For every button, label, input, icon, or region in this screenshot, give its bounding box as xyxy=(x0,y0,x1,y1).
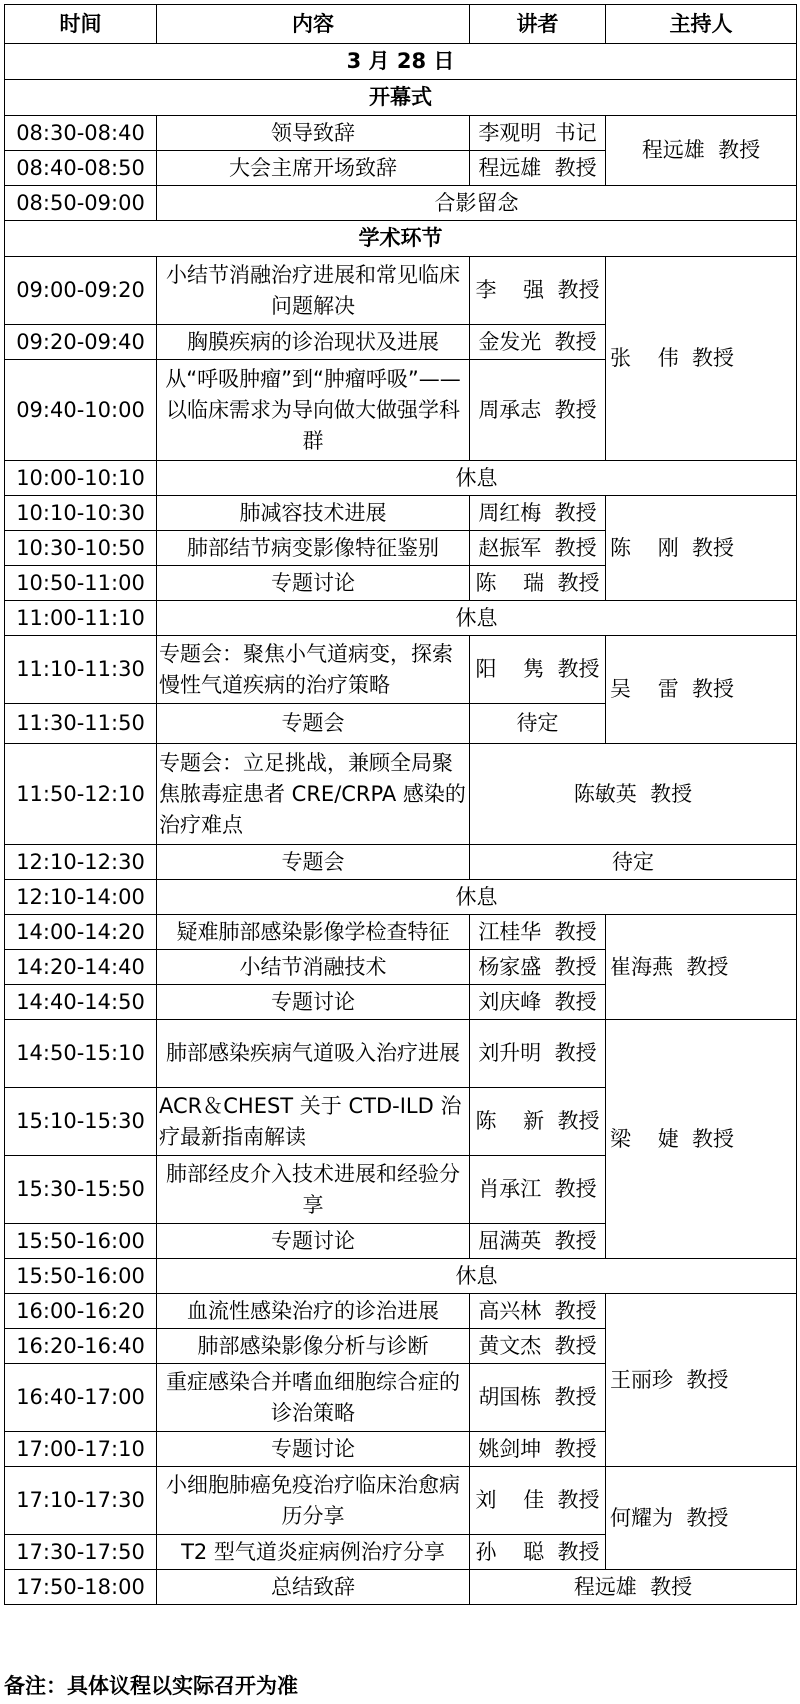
host-cell: 崔海燕 教授 xyxy=(606,915,797,1020)
content-cell: 小细胞肺癌免疫治疗临床治愈病历分享 xyxy=(157,1467,470,1535)
host-cell: 梁 婕 教授 xyxy=(606,1020,797,1259)
speaker-cell: 李观明 书记 xyxy=(470,116,606,151)
content-cell: 血流性感染治疗的诊治进展 xyxy=(157,1294,470,1329)
host-cell: 吴 雷 教授 xyxy=(606,636,797,744)
table-row xyxy=(5,461,797,496)
speaker-cell: 周红梅 教授 xyxy=(470,496,606,531)
speaker-cell: 杨家盛 教授 xyxy=(470,950,606,985)
table-row xyxy=(5,1294,797,1329)
content-cell: 休息 xyxy=(157,601,797,636)
speaker-cell: 待定 xyxy=(470,704,606,744)
content-cell: 合影留念 xyxy=(157,186,797,221)
speaker-cell: 待定 xyxy=(470,845,797,880)
speaker-cell: 刘 佳 教授 xyxy=(470,1467,606,1535)
speaker-cell: 屈满英 教授 xyxy=(470,1224,606,1259)
time-cell: 12:10-12:30 xyxy=(5,845,157,880)
time-cell: 11:10-11:30 xyxy=(5,636,157,704)
time-cell: 14:20-14:40 xyxy=(5,950,157,985)
speaker-cell: 胡国栋 教授 xyxy=(470,1364,606,1432)
content-cell: 专题会 xyxy=(157,704,470,744)
content-cell: 总结致辞 xyxy=(157,1570,470,1605)
time-cell: 08:40-08:50 xyxy=(5,151,157,186)
time-cell: 12:10-14:00 xyxy=(5,880,157,915)
content-cell: 专题讨论 xyxy=(157,1432,470,1467)
time-cell: 17:50-18:00 xyxy=(5,1570,157,1605)
header-time: 时间 xyxy=(5,5,157,44)
date-label: 3 月 28 日 xyxy=(5,44,797,80)
table-row xyxy=(5,496,797,531)
content-cell: 疑难肺部感染影像学检查特征 xyxy=(157,915,470,950)
host-cell: 程远雄 教授 xyxy=(606,116,797,186)
host-cell: 陈 刚 教授 xyxy=(606,496,797,601)
speaker-cell: 程远雄 教授 xyxy=(470,151,606,186)
content-cell: 小结节消融治疗进展和常见临床问题解决 xyxy=(157,257,470,325)
speaker-cell: 高兴林 教授 xyxy=(470,1294,606,1329)
table-row xyxy=(5,1467,797,1535)
host-cell: 王丽珍 教授 xyxy=(606,1294,797,1467)
time-cell: 15:30-15:50 xyxy=(5,1156,157,1224)
table-row xyxy=(5,1570,797,1605)
time-cell: 11:00-11:10 xyxy=(5,601,157,636)
time-cell: 17:00-17:10 xyxy=(5,1432,157,1467)
content-cell: 肺部感染疾病气道吸入治疗进展 xyxy=(157,1020,470,1088)
speaker-cell: 金发光 教授 xyxy=(470,325,606,360)
content-cell: 大会主席开场致辞 xyxy=(157,151,470,186)
speaker-cell: 刘升明 教授 xyxy=(470,1020,606,1088)
time-cell: 15:50-16:00 xyxy=(5,1259,157,1294)
time-cell: 10:00-10:10 xyxy=(5,461,157,496)
time-cell: 08:30-08:40 xyxy=(5,116,157,151)
footnote: 备注：具体议程以实际召开为准 xyxy=(4,1674,298,1698)
host-cell: 何耀为 教授 xyxy=(606,1467,797,1570)
speaker-cell: 刘庆峰 教授 xyxy=(470,985,606,1020)
content-cell: 小结节消融技术 xyxy=(157,950,470,985)
section-opening: 开幕式 xyxy=(5,80,797,116)
content-cell: 肺部结节病变影像特征鉴别 xyxy=(157,531,470,566)
speaker-cell: 周承志 教授 xyxy=(470,360,606,461)
content-cell: 专题讨论 xyxy=(157,566,470,601)
time-cell: 14:00-14:20 xyxy=(5,915,157,950)
table-row xyxy=(5,744,797,845)
time-cell: 15:50-16:00 xyxy=(5,1224,157,1259)
speaker-cell: 陈 瑞 教授 xyxy=(470,566,606,601)
content-cell: 领导致辞 xyxy=(157,116,470,151)
content-cell: 专题讨论 xyxy=(157,985,470,1020)
speaker-cell: 李 强 教授 xyxy=(470,257,606,325)
table-row xyxy=(5,116,797,151)
time-cell: 11:30-11:50 xyxy=(5,704,157,744)
content-cell: 胸膜疾病的诊治现状及进展 xyxy=(157,325,470,360)
table-row xyxy=(5,257,797,325)
table-row xyxy=(5,186,797,221)
time-cell: 09:20-09:40 xyxy=(5,325,157,360)
time-cell: 15:10-15:30 xyxy=(5,1088,157,1156)
time-cell: 08:50-09:00 xyxy=(5,186,157,221)
speaker-cell: 赵振军 教授 xyxy=(470,531,606,566)
time-cell: 11:50-12:10 xyxy=(5,744,157,845)
speaker-cell: 肖承江 教授 xyxy=(470,1156,606,1224)
speaker-cell: 江桂华 教授 xyxy=(470,915,606,950)
content-cell: 休息 xyxy=(157,880,797,915)
table-row xyxy=(5,1259,797,1294)
content-cell: 重症感染合并嗜血细胞综合症的诊治策略 xyxy=(157,1364,470,1432)
section-row xyxy=(5,80,797,116)
time-cell: 10:30-10:50 xyxy=(5,531,157,566)
table-row xyxy=(5,915,797,950)
content-cell: 肺减容技术进展 xyxy=(157,496,470,531)
content-cell: ACR＆CHEST 关于 CTD-ILD 治疗最新指南解读 xyxy=(157,1088,470,1156)
header-speaker: 讲者 xyxy=(470,5,606,44)
speaker-cell: 孙 聪 教授 xyxy=(470,1535,606,1570)
content-cell: 肺部经皮介入技术进展和经验分享 xyxy=(157,1156,470,1224)
time-cell: 17:30-17:50 xyxy=(5,1535,157,1570)
table-row xyxy=(5,880,797,915)
table-row xyxy=(5,636,797,704)
speaker-cell: 陈敏英 教授 xyxy=(470,744,797,845)
header-host: 主持人 xyxy=(606,5,797,44)
speaker-cell: 陈 新 教授 xyxy=(470,1088,606,1156)
table-row xyxy=(5,601,797,636)
time-cell: 10:10-10:30 xyxy=(5,496,157,531)
table-row xyxy=(5,845,797,880)
speaker-cell: 姚剑坤 教授 xyxy=(470,1432,606,1467)
time-cell: 16:40-17:00 xyxy=(5,1364,157,1432)
time-cell: 17:10-17:30 xyxy=(5,1467,157,1535)
speaker-cell: 阳 隽 教授 xyxy=(470,636,606,704)
speaker-cell: 黄文杰 教授 xyxy=(470,1329,606,1364)
table-row xyxy=(5,1020,797,1088)
time-cell: 09:00-09:20 xyxy=(5,257,157,325)
content-cell: 专题会 xyxy=(157,845,470,880)
content-cell: 专题讨论 xyxy=(157,1224,470,1259)
agenda-table xyxy=(4,4,797,1605)
content-cell: 专题会：立足挑战，兼顾全局聚焦脓毒症患者 CRE/CRPA 感染的治疗难点 xyxy=(157,744,470,845)
section-row xyxy=(5,221,797,257)
speaker-cell: 程远雄 教授 xyxy=(470,1570,797,1605)
content-cell: 专题会：聚焦小气道病变，探索慢性气道疾病的治疗策略 xyxy=(157,636,470,704)
header-content: 内容 xyxy=(157,5,470,44)
content-cell: 肺部感染影像分析与诊断 xyxy=(157,1329,470,1364)
content-cell: 休息 xyxy=(157,1259,797,1294)
time-cell: 14:40-14:50 xyxy=(5,985,157,1020)
content-cell: 从“呼吸肿瘤”到“肿瘤呼吸”——以临床需求为导向做大做强学科群 xyxy=(157,360,470,461)
host-cell: 张 伟 教授 xyxy=(606,257,797,461)
time-cell: 10:50-11:00 xyxy=(5,566,157,601)
date-row xyxy=(5,44,797,80)
section-academic: 学术环节 xyxy=(5,221,797,257)
time-cell: 09:40-10:00 xyxy=(5,360,157,461)
content-cell: T2 型气道炎症病例治疗分享 xyxy=(157,1535,470,1570)
time-cell: 16:00-16:20 xyxy=(5,1294,157,1329)
content-cell: 休息 xyxy=(157,461,797,496)
time-cell: 16:20-16:40 xyxy=(5,1329,157,1364)
time-cell: 14:50-15:10 xyxy=(5,1020,157,1088)
header-row xyxy=(5,5,797,44)
